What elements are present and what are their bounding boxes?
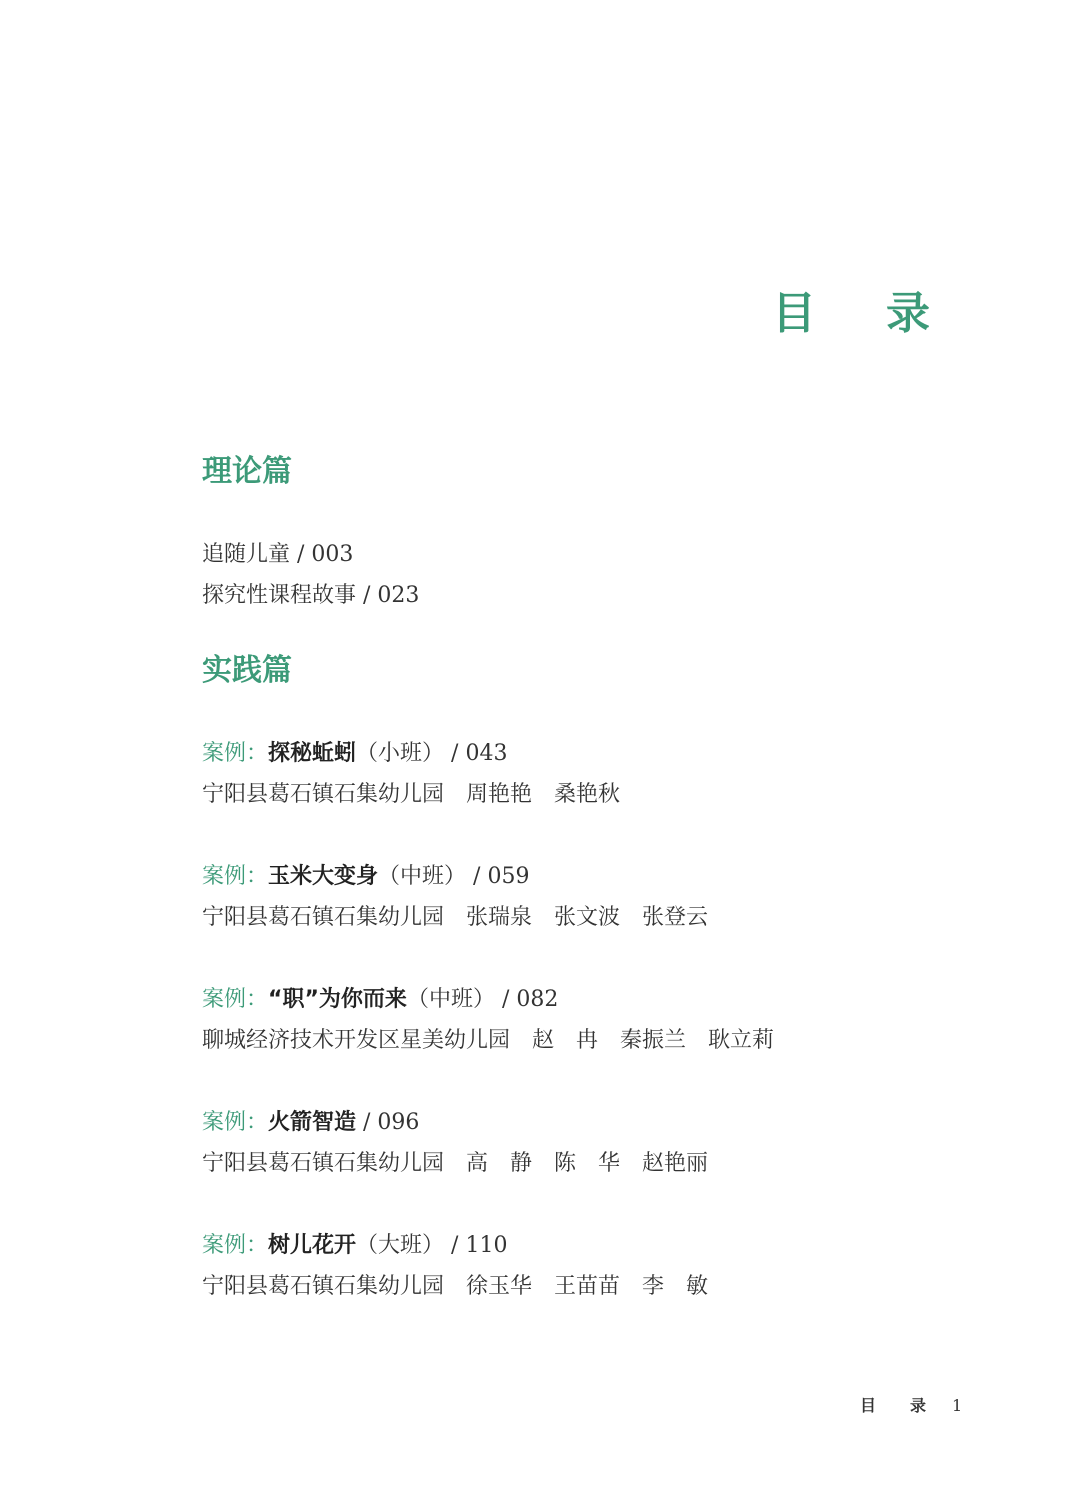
case-entry[interactable]: [202, 1102, 1002, 1184]
case-class: （中班）: [378, 864, 467, 889]
case-school: 宁阳县葛石镇石集幼儿园: [202, 905, 445, 930]
toc-entry[interactable]: 探究性课程故事 / 023: [202, 583, 420, 608]
case-title: 探秘蚯蚓: [268, 741, 357, 766]
case-author: 张瑞泉: [466, 905, 533, 930]
case-author: 陈 华: [554, 1151, 621, 1176]
case-title-line: [202, 1225, 1002, 1266]
case-school: 聊城经济技术开发区星美幼儿园: [202, 1028, 511, 1053]
case-title: “职”为你而来: [268, 987, 407, 1012]
case-title-line: [202, 979, 1002, 1020]
case-page: / 096: [356, 1110, 420, 1135]
case-entry[interactable]: [202, 856, 1002, 938]
case-title-line: [202, 856, 1002, 897]
case-author: 徐玉华: [466, 1274, 533, 1299]
page-title: [772, 286, 930, 342]
case-authors-line: [202, 1143, 1002, 1184]
footer-title-char-1: 目: [860, 1396, 877, 1415]
case-author: 李 敏: [642, 1274, 709, 1299]
case-label: 案例：: [202, 1233, 269, 1258]
case-page: / 043: [444, 741, 508, 766]
case-author: 赵艳丽: [642, 1151, 709, 1176]
case-title-line: [202, 733, 1002, 774]
case-label: 案例：: [202, 987, 269, 1012]
page-title-char-2: 录: [886, 288, 930, 339]
case-author: 秦振兰: [620, 1028, 687, 1053]
case-title: 火箭智造: [268, 1110, 357, 1135]
case-label: 案例：: [202, 864, 269, 889]
case-entry[interactable]: [202, 1225, 1002, 1307]
case-school: 宁阳县葛石镇石集幼儿园: [202, 782, 445, 807]
section-heading-practice: 实践篇: [202, 653, 292, 688]
page-number: 1: [952, 1396, 963, 1415]
footer-title-char-2: 录: [910, 1396, 927, 1415]
case-author: 桑艳秋: [554, 782, 621, 807]
table-of-contents: [202, 452, 1002, 1307]
case-class: （小班）: [356, 741, 445, 766]
case-entry[interactable]: [202, 733, 1002, 815]
case-author: 张登云: [642, 905, 709, 930]
case-author: 耿立莉: [708, 1028, 775, 1053]
case-author: 张文波: [554, 905, 621, 930]
case-author: 王苗苗: [554, 1274, 621, 1299]
practice-cases: [202, 733, 1002, 1307]
case-school: 宁阳县葛石镇石集幼儿园: [202, 1274, 445, 1299]
toc-entry[interactable]: 追随儿童 / 003: [202, 542, 354, 567]
case-title: 玉米大变身: [268, 864, 379, 889]
case-title-line: [202, 1102, 1002, 1143]
case-page: / 110: [444, 1233, 508, 1258]
case-class: （中班）: [406, 987, 495, 1012]
case-author: 高 静: [466, 1151, 533, 1176]
theory-entries: [202, 534, 1002, 616]
case-class: （大班）: [356, 1233, 445, 1258]
case-school: 宁阳县葛石镇石集幼儿园: [202, 1151, 445, 1176]
case-authors-line: [202, 1266, 1002, 1307]
case-authors-line: [202, 1020, 1002, 1061]
case-entry[interactable]: [202, 979, 1002, 1061]
case-authors-line: [202, 897, 1002, 938]
case-label: 案例：: [202, 1110, 269, 1135]
section-heading-theory: 理论篇: [202, 454, 292, 489]
case-page: / 059: [466, 864, 530, 889]
case-label: 案例：: [202, 741, 269, 766]
page-title-char-1: 目: [772, 288, 816, 339]
case-title: 树儿花开: [268, 1233, 357, 1258]
case-author: 周艳艳: [466, 782, 533, 807]
case-author: 赵 冉: [532, 1028, 599, 1053]
page-footer: [860, 1394, 962, 1418]
case-authors-line: [202, 774, 1002, 815]
case-page: / 082: [494, 987, 559, 1012]
